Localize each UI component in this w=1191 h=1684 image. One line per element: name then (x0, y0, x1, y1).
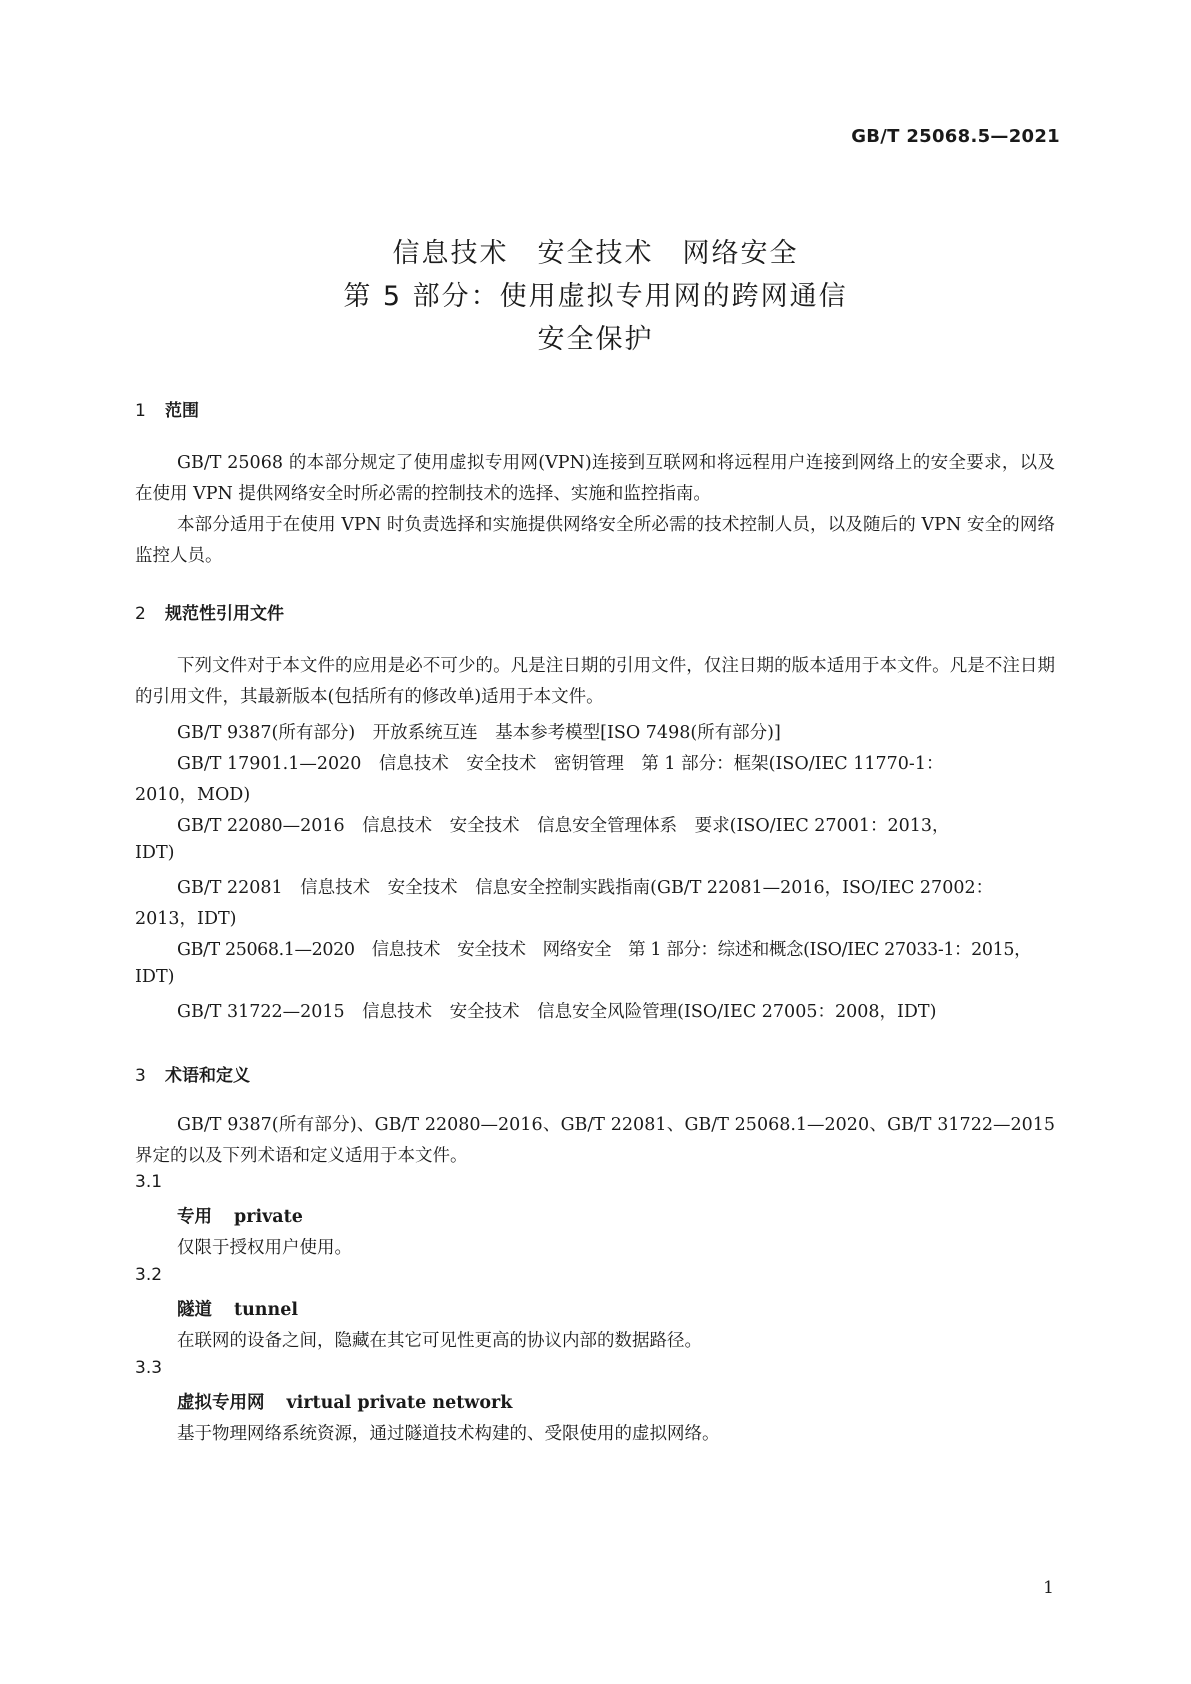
reference-item-continuation: IDT) (135, 843, 175, 863)
term-english: virtual private network (286, 1393, 513, 1413)
term-number: 3.2 (135, 1265, 163, 1285)
term-entry (177, 1203, 303, 1228)
document-title-line-1: 信息技术 安全技术 网络安全 (392, 238, 799, 269)
reference-item: GB/T 22080—2016 信息技术 安全技术 信息安全管理体系 要求(ISO/IEC 27001：2013， (177, 816, 950, 836)
term-chinese: 专用 (177, 1207, 212, 1227)
reference-item: GB/T 22081 信息技术 安全技术 信息安全控制实践指南(GB/T 22081—2016，ISO/IEC 27002： (177, 878, 994, 898)
section-number: 1 (135, 401, 146, 421)
section-2-heading (135, 599, 284, 624)
section-number: 3 (135, 1066, 146, 1086)
reference-item: GB/T 17901.1—2020 信息技术 安全技术 密钥管理 第 1 部分：框架(ISO/IEC 11770-1： (177, 754, 944, 774)
term-definition: 在联网的设备之间，隐藏在其它可见性更高的协议内部的数据路径。 (177, 1331, 702, 1351)
section-3-heading (135, 1061, 250, 1086)
page-number: 1 (1043, 1578, 1054, 1598)
reference-item: GB/T 25068.1—2020 信息技术 安全技术 网络安全 第 1 部分：综述和概念(ISO/IEC 27033-1：2015， (177, 940, 1032, 960)
term-english: private (234, 1207, 303, 1227)
section-title: 范围 (165, 401, 199, 421)
section-title: 术语和定义 (165, 1066, 250, 1086)
reference-item-continuation: 2010，MOD) (135, 785, 251, 805)
term-entry (177, 1296, 298, 1321)
section-title: 规范性引用文件 (165, 604, 284, 624)
terms-intro: GB/T 9387(所有部分)、GB/T 22080—2016、GB/T 22081、GB/T 25068.1—2020、GB/T 31722—2015 界定的以及下列术语和定义适用于本文件。 (135, 1115, 1055, 1166)
term-definition: 仅限于授权用户使用。 (177, 1238, 352, 1258)
scope-paragraph-1: GB/T 25068 的本部分规定了使用虚拟专用网(VPN)连接到互联网和将远程用户连接到网络上的安全要求，以及在使用 VPN 提供网络安全时所必需的控制技术的选择、实施和监控指南。 (135, 453, 1055, 504)
document-title-line-3: 安全保护 (537, 324, 654, 355)
term-definition: 基于物理网络系统资源，通过隧道技术构建的、受限使用的虚拟网络。 (177, 1424, 720, 1444)
standard-code: GB/T 25068.5—2021 (851, 126, 1060, 147)
term-chinese: 虚拟专用网 (177, 1393, 265, 1413)
scope-paragraph-2: 本部分适用于在使用 VPN 时负责选择和实施提供网络安全所必需的技术控制人员，以及随后的 VPN 安全的网络监控人员。 (135, 515, 1055, 566)
section-1-heading (135, 396, 199, 421)
term-number: 3.3 (135, 1358, 163, 1378)
document-title-line-2: 第 5 部分：使用虚拟专用网的跨网通信 (343, 281, 848, 312)
section-number: 2 (135, 604, 146, 624)
reference-item: GB/T 31722—2015 信息技术 安全技术 信息安全风险管理(ISO/IEC 27005：2008，IDT) (177, 1002, 937, 1022)
reference-item-continuation: IDT) (135, 967, 175, 987)
term-chinese: 隧道 (177, 1300, 212, 1320)
term-number: 3.1 (135, 1172, 163, 1192)
term-entry (177, 1389, 512, 1414)
references-intro: 下列文件对于本文件的应用是必不可少的。凡是注日期的引用文件，仅注日期的版本适用于本文件。凡是不注日期的引用文件，其最新版本(包括所有的修改单)适用于本文件。 (135, 656, 1055, 707)
reference-item: GB/T 9387(所有部分) 开放系统互连 基本参考模型[ISO 7498(所有部分)] (177, 723, 781, 743)
reference-item-continuation: 2013，IDT) (135, 909, 237, 929)
term-english: tunnel (234, 1300, 299, 1320)
